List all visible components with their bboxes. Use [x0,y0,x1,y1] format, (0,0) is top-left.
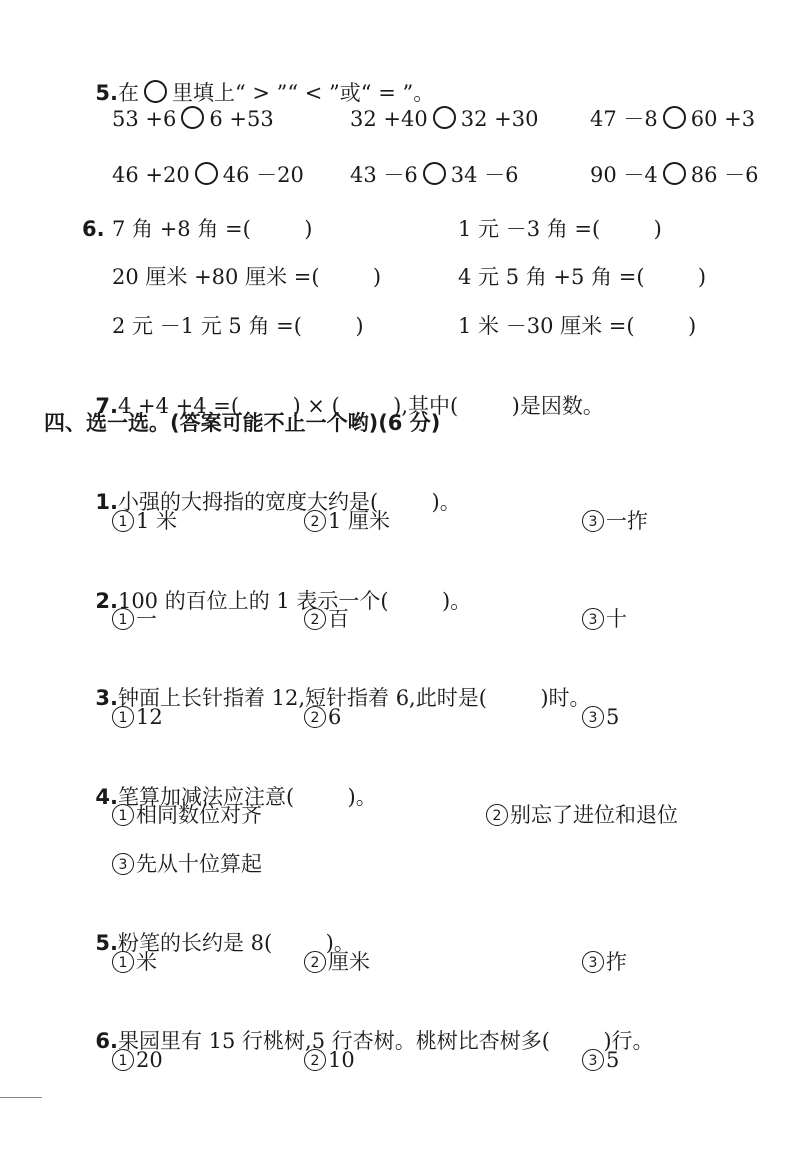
compare-item [590,104,755,134]
option[interactable] [304,604,349,634]
option-marker: 3 [112,853,134,875]
q6-row-3 [0,311,794,341]
option-marker: 1 [112,1049,134,1071]
q6-row-1 [0,214,794,244]
compare-right: 86 －6 [690,163,759,187]
question-number: 4. [95,785,118,809]
options-row [0,947,794,977]
option-marker: 2 [304,951,326,973]
option-label: 十 [606,607,627,631]
question-text: 果园里有 15 行桃树,5 行杏树。桃树比杏树多( )行。 [117,1029,654,1053]
option-label: 1 厘米 [328,509,391,533]
option[interactable] [112,800,262,830]
q6-item: 1 元 －3 角 =( ) [458,217,662,241]
option-label: 6 [328,705,342,729]
answer-circle[interactable] [423,162,446,185]
choice-question [82,898,355,955]
question-text: 钟面上长针指着 12,短针指着 6,此时是( )时。 [117,686,591,710]
question-number: 2. [95,589,118,613]
option-marker: 2 [304,608,326,630]
compare-right: 6 +53 [209,107,274,131]
option-marker: 3 [582,510,604,532]
option-label: 别忘了进位和退位 [510,803,678,827]
question-text: 100 的百位上的 1 表示一个( )。 [117,589,472,613]
option[interactable] [486,800,678,830]
compare-right: 46 －20 [222,163,304,187]
options-row [0,800,794,830]
question-number: 3. [95,686,118,710]
option[interactable] [112,506,177,536]
q7-text: 4 +4 +4 =( ) × ( ),其中( )是因数。 [117,394,604,418]
q6-item: 20 厘米 +80 厘米 =( ) [112,265,382,289]
option[interactable] [304,702,341,732]
q6-number: 6. [82,217,105,241]
q7-number: 7. [95,394,118,418]
q5-number: 5. [95,81,118,105]
q5-stem [82,48,435,105]
option-label: 5 [606,705,620,729]
option-marker: 1 [112,804,134,826]
q5-row-1 [0,104,794,134]
answer-circle[interactable] [181,106,204,129]
answer-circle[interactable] [195,162,218,185]
q6-item: 7 角 +8 角 =( ) [112,217,313,241]
option-marker: 3 [582,951,604,973]
option-marker: 2 [486,804,508,826]
option-marker: 1 [112,510,134,532]
option[interactable] [112,1045,163,1075]
option-label: 一拃 [606,509,648,533]
compare-left: 32 +40 [350,107,428,131]
options-row [0,506,794,536]
q7 [82,361,604,418]
question-number: 5. [95,931,118,955]
question-number: 1. [95,490,118,514]
options-row [0,1045,794,1075]
option-marker: 1 [112,608,134,630]
compare-circle-icon [144,80,167,103]
option-label: 20 [136,1048,163,1072]
option-label: 米 [136,950,157,974]
option[interactable] [582,1045,619,1075]
q6-item: 4 元 5 角 +5 角 =( ) [458,265,707,289]
option-marker: 3 [582,1049,604,1071]
option-label: 厘米 [328,950,370,974]
q6-row-2 [0,262,794,292]
compare-left: 43 －6 [350,163,418,187]
option[interactable] [304,1045,355,1075]
options-row [0,702,794,732]
compare-item [112,160,304,190]
option[interactable] [304,947,370,977]
choice-question [82,752,377,809]
option[interactable] [112,604,157,634]
option-marker: 2 [304,1049,326,1071]
compare-item [112,104,274,134]
compare-right: 32 +30 [460,107,539,131]
q6-item: 1 米 －30 厘米 =( ) [458,314,697,338]
choice-question [82,457,461,514]
option[interactable] [582,604,627,634]
compare-item [350,104,538,134]
option-label: 相同数位对齐 [136,803,262,827]
option-marker: 1 [112,706,134,728]
options-row [0,849,794,879]
option[interactable] [582,947,627,977]
compare-right: 60 +3 [690,107,756,131]
q6-item: 2 元 －1 元 5 角 =( ) [112,314,364,338]
option-marker: 3 [582,608,604,630]
q5-text-b: 里填上“ > ”“ < ”或“ = ”。 [171,81,435,105]
option-marker: 1 [112,951,134,973]
compare-left: 53 +6 [112,107,177,131]
q5-text-a: 在 [117,81,139,105]
option[interactable] [112,849,262,879]
compare-left: 90 －4 [590,163,658,187]
option-marker: 2 [304,510,326,532]
option-label: 10 [328,1048,355,1072]
option[interactable] [582,702,619,732]
option-label: 5 [606,1048,620,1072]
compare-left: 46 +20 [112,163,190,187]
option-label: 先从十位算起 [136,852,262,876]
compare-right: 34 －6 [450,163,519,187]
option-marker: 3 [582,706,604,728]
choice-question [82,653,591,710]
compare-item [590,160,759,190]
option[interactable] [582,506,648,536]
question-text: 小强的大拇指的宽度大约是( )。 [117,490,461,514]
answer-circle[interactable] [663,106,686,129]
answer-circle[interactable] [433,106,456,129]
compare-item [350,160,519,190]
option-label: 百 [328,607,349,631]
option-label: 12 [136,705,163,729]
option[interactable] [304,506,390,536]
choice-question [82,996,654,1053]
choice-question [82,556,472,613]
page-edge-rule [0,1097,42,1098]
compare-left: 47 －8 [590,107,658,131]
q5-row-2 [0,160,794,190]
question-text: 笔算加减法应注意( )。 [117,785,377,809]
options-row [0,604,794,634]
option-marker: 2 [304,706,326,728]
option-label: 一 [136,607,157,631]
answer-circle[interactable] [663,162,686,185]
option-label: 1 米 [136,509,178,533]
question-text: 粉笔的长约是 8( )。 [117,931,355,955]
option[interactable] [112,947,157,977]
option[interactable] [112,702,163,732]
question-number: 6. [95,1029,118,1053]
option-label: 拃 [606,950,627,974]
section-4-title: 四、选一选。(答案可能不止一个哟)(6 分) [44,411,441,435]
